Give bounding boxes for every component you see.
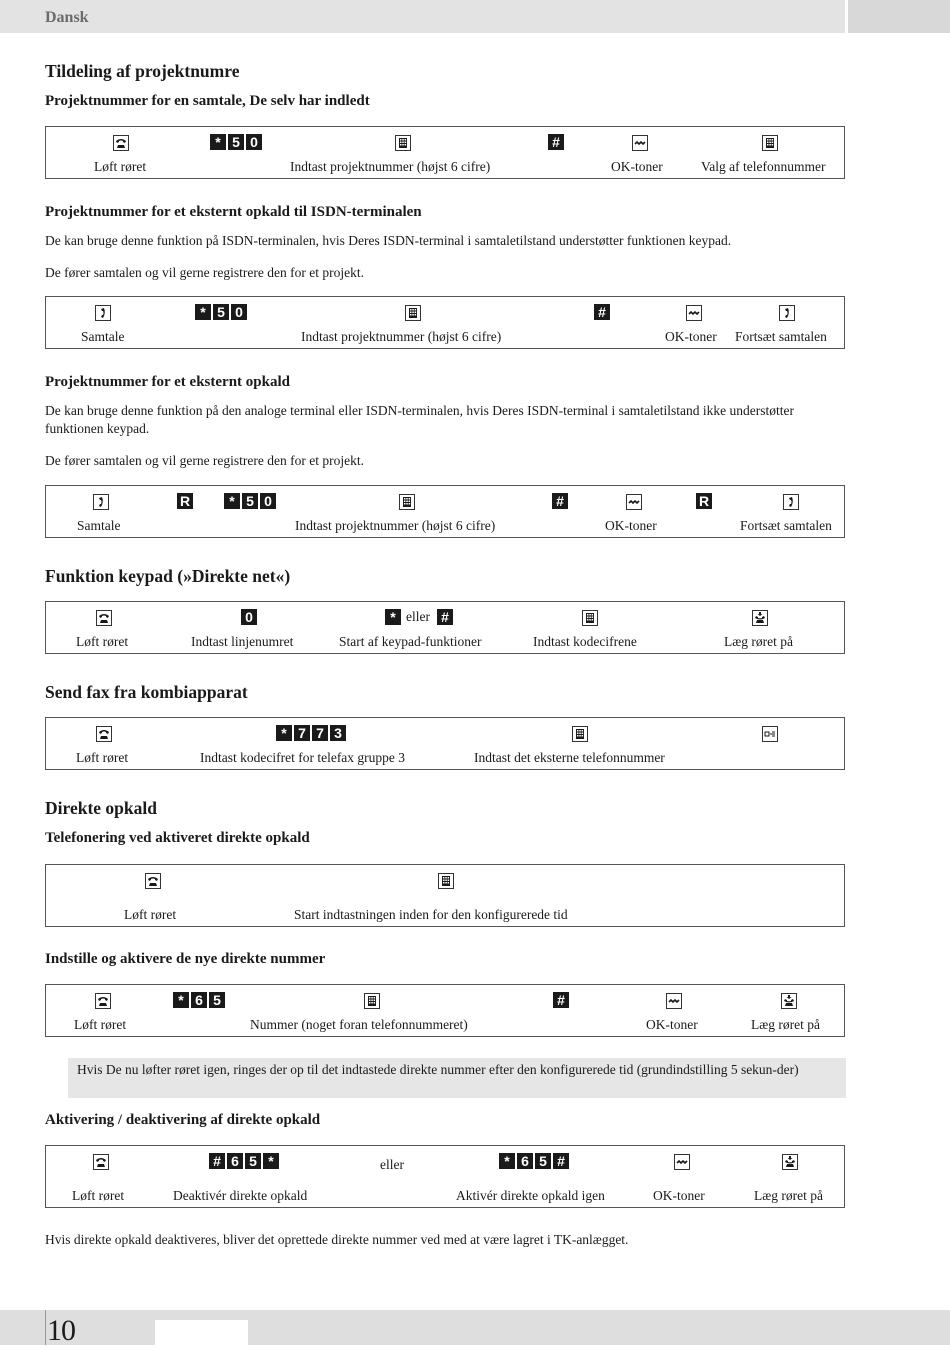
ok-tone-icon (632, 135, 648, 151)
key-r: R (696, 493, 712, 509)
key-star: * (210, 134, 226, 150)
key-sequence-star-50 (195, 304, 247, 320)
label-lift-handset: Løft røret (76, 750, 129, 765)
label-ok-tones: OK-toner (611, 159, 663, 174)
key-star: * (224, 493, 240, 509)
call-in-progress-icon (93, 494, 109, 510)
subsection-title-external: Projektnummer for et eksternt opkald (45, 374, 290, 390)
paragraph-closing: Hvis direkte opkald deaktiveres, bliver det oprettede direkte nummer ved med at være lagret i TK-anlægget. (45, 1232, 629, 1247)
instruction-box-keypad (45, 601, 845, 654)
keypad-icon (399, 494, 415, 510)
language-label: Dansk (45, 9, 89, 26)
header-bar (0, 0, 845, 33)
key-5: 5 (245, 1153, 261, 1169)
label-continue-call: Fortsæt samtalen (740, 518, 832, 533)
label-call: Samtale (77, 518, 121, 533)
paragraph-isdn-2: De fører samtalen og vil gerne registrere den for et projekt. (45, 265, 364, 280)
ok-tone-icon (686, 305, 702, 321)
instruction-box-fax (45, 717, 845, 770)
keypad-icon (395, 135, 411, 151)
key-hash: # (437, 609, 453, 625)
label-ok-tones: OK-toner (665, 329, 717, 344)
label-hang-up: Læg røret på (754, 1188, 823, 1203)
key-6: 6 (517, 1153, 533, 1169)
section-title-direct-call: Direkte opkald (45, 798, 157, 818)
call-in-progress-icon (779, 305, 795, 321)
key-hash: # (552, 493, 568, 509)
instruction-box-direct-active (45, 864, 845, 927)
key-5: 5 (209, 992, 225, 1008)
key-sequence-star-65 (173, 992, 225, 1008)
label-enter-project-number: Indtast projektnummer (højst 6 cifre) (301, 329, 502, 344)
key-hash: # (209, 1153, 225, 1169)
or-text: eller (380, 1157, 404, 1172)
call-in-progress-icon (783, 494, 799, 510)
key-5: 5 (535, 1153, 551, 1169)
subsection-title-direct-active: Telefonering ved aktiveret direkte opkald (45, 830, 310, 846)
key-0: 0 (260, 493, 276, 509)
keypad-icon (762, 135, 778, 151)
key-6: 6 (227, 1153, 243, 1169)
label-ok-tones: OK-toner (653, 1188, 705, 1203)
label-start-input: Start indtastningen inden for den konfigurerede tid (294, 907, 568, 922)
key-star: * (263, 1153, 279, 1169)
key-hash: # (594, 304, 610, 320)
label-hang-up: Læg røret på (724, 634, 793, 649)
ok-tone-icon (626, 494, 642, 510)
key-7: 7 (294, 725, 310, 741)
key-6: 6 (191, 992, 207, 1008)
label-lift-handset: Løft røret (124, 907, 177, 922)
key-sequence-star-773 (276, 725, 346, 741)
instruction-box-isdn (45, 296, 845, 349)
header-bar-accent (848, 0, 950, 33)
key-0: 0 (241, 609, 257, 625)
subsection-title-own-call: Projektnummer for en samtale, De selv har indledt (45, 93, 370, 109)
label-enter-project-number: Indtast projektnummer (højst 6 cifre) (295, 518, 496, 533)
key-3: 3 (330, 725, 346, 741)
footer-accent (155, 1320, 248, 1345)
label-start-keypad: Start af keypad-funktioner (339, 634, 482, 649)
key-5: 5 (242, 493, 258, 509)
handset-lift-icon (95, 993, 111, 1009)
key-star: * (385, 609, 401, 625)
key-sequence-star-50 (224, 493, 276, 509)
handset-hang-up-icon (752, 610, 768, 626)
key-hash: # (553, 1153, 569, 1169)
label-lift-handset: Løft røret (76, 634, 129, 649)
key-star: * (276, 725, 292, 741)
key-star: * (195, 304, 211, 320)
label-lift-handset: Løft røret (94, 159, 147, 174)
label-number-prefix: Nummer (noget foran telefonnummeret) (250, 1017, 468, 1032)
key-star: * (499, 1153, 515, 1169)
handset-lift-icon (96, 610, 112, 626)
keypad-icon (438, 873, 454, 889)
instruction-box-own-call (45, 126, 845, 179)
section-title-keypad: Funktion keypad (»Direkte net«) (45, 566, 291, 586)
label-activate-direct: Aktivér direkte opkald igen (456, 1188, 605, 1203)
call-in-progress-icon (95, 305, 111, 321)
subsection-title-toggle-direct: Aktivering / deaktivering af direkte opkald (45, 1112, 321, 1128)
label-ok-tones: OK-toner (605, 518, 657, 533)
instruction-box-external (45, 485, 845, 538)
keypad-icon (364, 993, 380, 1009)
label-lift-handset: Løft røret (72, 1188, 125, 1203)
key-5: 5 (228, 134, 244, 150)
key-5: 5 (213, 304, 229, 320)
key-sequence-hash-65-star (209, 1153, 279, 1169)
handset-hang-up-icon (782, 1154, 798, 1170)
section-title-project-numbers: Tildeling af projektnumre (45, 61, 240, 81)
keypad-icon (405, 305, 421, 321)
keypad-icon (582, 610, 598, 626)
handset-hang-up-icon (781, 993, 797, 1009)
handset-lift-icon (93, 1154, 109, 1170)
label-dial-number: Valg af telefonnummer (701, 159, 826, 174)
paragraph-external-1: De kan bruge denne funktion på den analoge terminal eller ISDN-terminalen, hvis Deres ISDN-terminal i samtaletilstand ikke understøtter funktionen keypad. (45, 403, 795, 436)
key-r: R (177, 493, 193, 509)
label-deactivate-direct: Deaktivér direkte opkald (173, 1188, 308, 1203)
key-sequence-star-65-hash (499, 1153, 569, 1169)
label-fax-code: Indtast kodecifret for telefax gruppe 3 (200, 750, 406, 765)
subsection-title-isdn: Projektnummer for et eksternt opkald til ISDN-terminalen (45, 204, 422, 220)
label-ok-tones: OK-toner (646, 1017, 698, 1032)
handset-lift-icon (145, 873, 161, 889)
footer-bar (0, 1310, 950, 1345)
key-0: 0 (246, 134, 262, 150)
label-enter-external-number: Indtast det eksterne telefonnummer (474, 750, 665, 765)
instruction-box-toggle-direct (45, 1145, 845, 1208)
instruction-box-set-direct (45, 984, 845, 1037)
label-enter-project-number: Indtast projektnummer (højst 6 cifre) (290, 159, 491, 174)
label-enter-line-number: Indtast linjenumret (191, 634, 294, 649)
key-sequence-star-50 (210, 134, 262, 150)
section-title-fax: Send fax fra kombiapparat (45, 682, 248, 702)
label-hang-up: Læg røret på (751, 1017, 820, 1032)
footer-divider (45, 1310, 46, 1345)
paragraph-isdn-1: De kan bruge denne funktion på ISDN-terminalen, hvis Deres ISDN-terminal i samtaletilstand understøtter funktionen keypad. (45, 233, 732, 248)
key-0: 0 (231, 304, 247, 320)
label-enter-codes: Indtast kodecifrene (533, 634, 637, 649)
key-star: * (173, 992, 189, 1008)
key-7: 7 (312, 725, 328, 741)
label-call: Samtale (81, 329, 125, 344)
label-lift-handset: Løft røret (74, 1017, 127, 1032)
label-continue-call: Fortsæt samtalen (735, 329, 827, 344)
key-hash: # (548, 134, 564, 150)
ok-tone-icon (666, 993, 682, 1009)
page-number: 10 (47, 1314, 75, 1347)
key-hash: # (553, 992, 569, 1008)
handset-lift-icon (113, 135, 129, 151)
fax-tone-icon (762, 726, 778, 742)
ok-tone-icon (674, 1154, 690, 1170)
keypad-icon (572, 726, 588, 742)
info-note: Hvis De nu løfter røret igen, ringes der op til det indtastede direkte nummer efter den konfigurerede tid (grundindstilling 5 sekun-der) (68, 1058, 846, 1098)
paragraph-external-2: De fører samtalen og vil gerne registrere den for et projekt. (45, 453, 364, 468)
subsection-title-set-direct: Indstille og aktivere de nye direkte nummer (45, 951, 326, 967)
or-text: eller (406, 609, 430, 624)
handset-lift-icon (96, 726, 112, 742)
